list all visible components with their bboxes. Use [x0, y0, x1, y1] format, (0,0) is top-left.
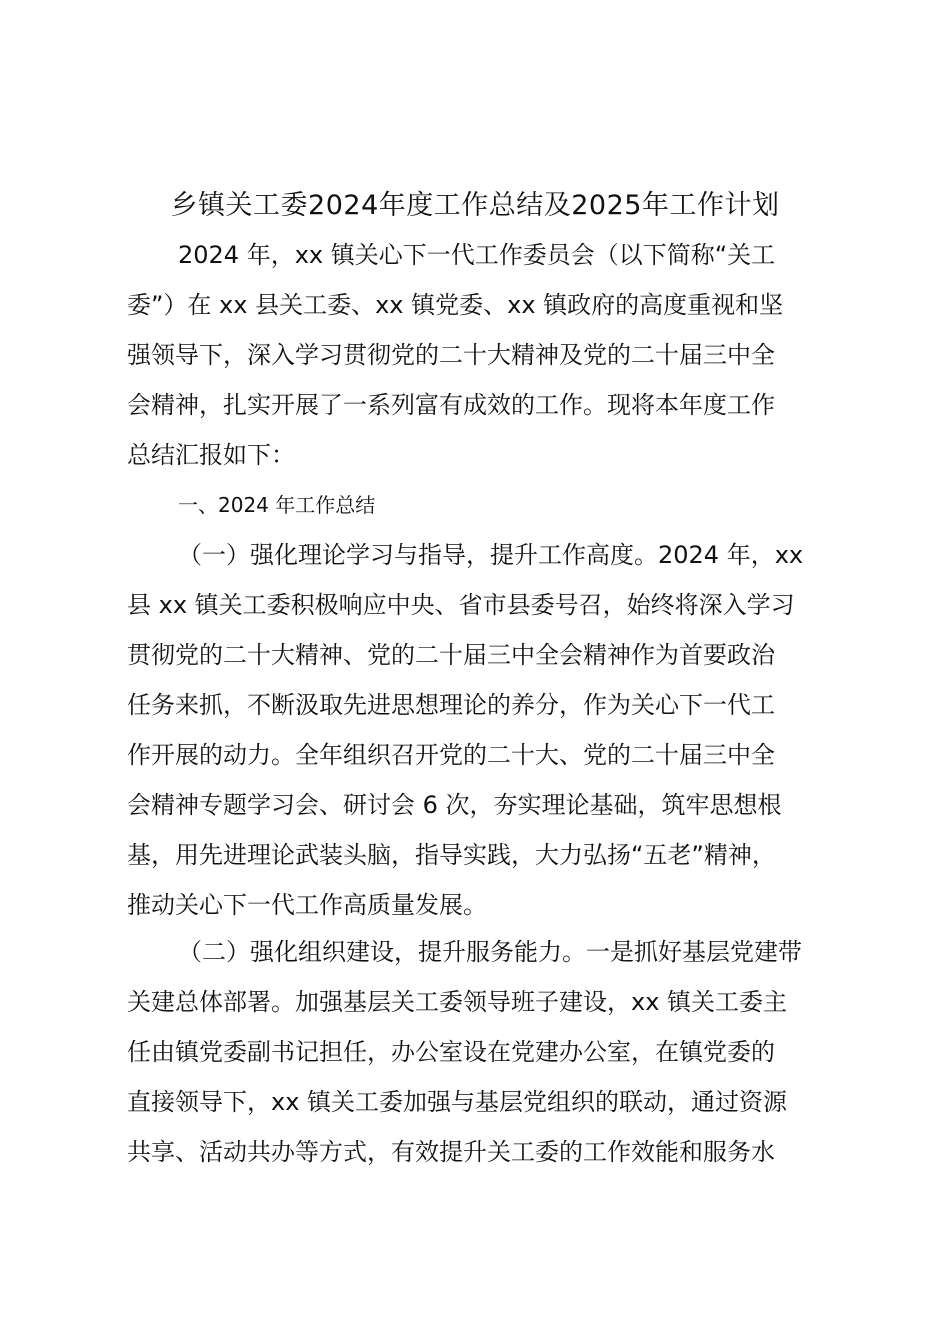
paragraph-1-line-5: 总结汇报如下： [127, 441, 295, 469]
paragraph-3-line-5: 共享、活动共办等方式，有效提升关工委的工作效能和服务水 [127, 1138, 775, 1166]
paragraph-1-line-2: 委”）在 xx 县关工委、xx 镇党委、xx 镇政府的高度重视和坚 [127, 291, 784, 319]
paragraph-2-line-6: 会精神专题学习会、研讨会 6 次，夯实理论基础，筑牢思想根 [127, 791, 782, 819]
document-title: 乡镇关工委2024年度工作总结及2025年工作计划 [170, 190, 780, 221]
paragraph-2-line-8: 推动关心下一代工作高质量发展。 [127, 891, 487, 919]
paragraph-3-line-4: 直接领导下，xx 镇关工委加强与基层党组织的联动，通过资源 [127, 1088, 788, 1116]
paragraph-1-line-3: 强领导下，深入学习贯彻党的二十大精神及党的二十届三中全 [127, 341, 775, 369]
paragraph-1-line-4: 会精神，扎实开展了一系列富有成效的工作。现将本年度工作 [127, 391, 775, 419]
paragraph-2-line-5: 作开展的动力。全年组织召开党的二十大、党的二十届三中全 [127, 741, 775, 769]
paragraph-2-line-3: 贯彻党的二十大精神、党的二十届三中全会精神作为首要政治 [127, 641, 775, 669]
paragraph-2-line-7: 基，用先进理论武装头脑，指导实践，大力弘扬“五老”精神， [127, 841, 776, 869]
paragraph-2-line-1: （一）强化理论学习与指导，提升工作高度。2024 年，xx [178, 541, 804, 569]
paragraph-2-line-4: 任务来抓，不断汲取先进思想理论的养分，作为关心下一代工 [127, 691, 775, 719]
paragraph-3-line-3: 任由镇党委副书记担任，办公室设在党建办公室，在镇党委的 [127, 1038, 775, 1066]
paragraph-3-line-2: 关建总体部署。加强基层关工委领导班子建设，xx 镇关工委主 [127, 988, 788, 1016]
section-heading: 一、2024 年工作总结 [178, 493, 376, 517]
paragraph-3-line-1: （二）强化组织建设，提升服务能力。一是抓好基层党建带 [178, 938, 802, 966]
paragraph-1-line-1: 2024 年，xx 镇关心下一代工作委员会（以下简称“关工 [178, 241, 776, 269]
paragraph-2-line-2: 县 xx 镇关工委积极响应中央、省市县委号召，始终将深入学习 [127, 591, 795, 619]
